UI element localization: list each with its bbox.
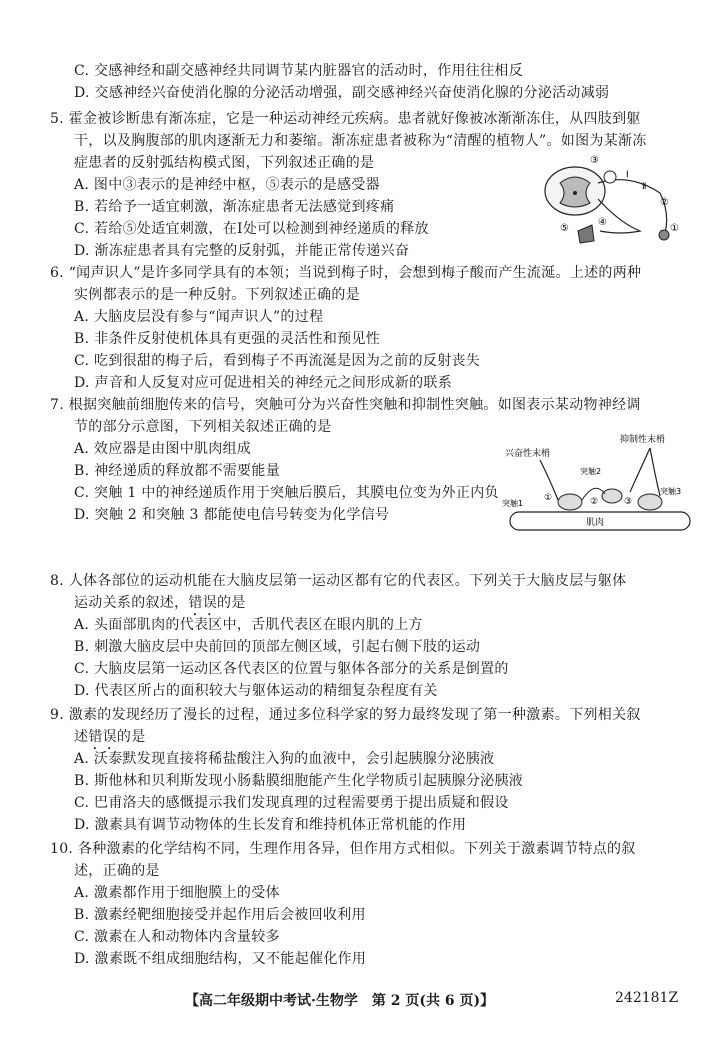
question-stem: 干，以及胸腹部的肌肉逐渐无力和萎缩。渐冻症患者被称为“清醒的植物人”。如图为某渐冻: [74, 133, 647, 149]
page-footer: [185, 990, 725, 1010]
question-stem: 6. “闻声识人”是许多同学具有的本领；当说到梅子时，会想到梅子酸而产生流涎。上述的两种: [50, 265, 642, 281]
option-b: B. 若给予一适宜刺激，渐冻症患者无法感觉到疼痛: [74, 199, 395, 215]
option-c: C. 突触 1 中的神经递质作用于突触后膜后，其膜电位变为外正内负: [74, 485, 499, 501]
emphasis-text: 错误: [188, 595, 218, 611]
option-a: A. 激素都作用于细胞膜上的受体: [74, 885, 280, 901]
question-stem: 实例都表示的是一种反射。下列叙述正确的是: [74, 287, 360, 303]
label-circle-3: ③: [624, 497, 633, 507]
option-c: C. 交感神经和副交感神经共同调节某内脏器官的活动时，作用往往相反: [74, 63, 524, 79]
question-stem: 5. 霍金被诊断患有渐冻症，它是一种运动神经元疾病。患者就好像被冰渐渐冻住，从四肢到躯: [50, 111, 641, 127]
footer-title: 【高二年级期中考试·生物学 第 2 页(共 6 页)】: [185, 993, 495, 1009]
option-d: D. 渐冻症患者具有完整的反射弧，并能正常传递兴奋: [74, 243, 410, 259]
question-8: [50, 570, 682, 702]
option-b: B. 神经递质的释放都不需要能量: [74, 463, 280, 479]
option-d: D. 代表区所占的面积较大与躯体运动的精细复杂程度有关: [74, 683, 438, 699]
question-10: [50, 838, 682, 970]
stem-text: 的是: [217, 595, 246, 611]
label-muscle: 肌肉: [586, 518, 605, 528]
option-b: B. 刺激大脑皮层中央前回的顶部左侧区域，引起右侧下肢的运动: [74, 639, 481, 655]
question-stem: [62, 592, 682, 614]
question-9: [50, 704, 682, 836]
label-circle-2: ②: [590, 497, 599, 507]
question-stem: 10. 各种激素的化学结构不同，生理作用各异，但作用方式相似。下列关于激素调节特点的叙: [50, 841, 636, 857]
question-stem: 节的部分示意图，下列相关叙述正确的是: [74, 419, 332, 435]
label-circle-1: ①: [544, 493, 553, 503]
stem-text: 的是: [116, 729, 146, 745]
option-a: A. 大脑皮层没有参与“闻声识人”的过程: [74, 309, 324, 325]
option-d: D. 激素既不组成细胞结构，又不能起催化作用: [74, 951, 367, 967]
question-stem: 述，正确的是: [74, 863, 160, 879]
label-4: ④: [598, 217, 607, 228]
option-a: A. 头面部肌肉的代表区中，舌肌代表区在眼内肌的上方: [74, 617, 423, 633]
option-a: A. 沃泰默发现直接将稀盐酸注入狗的血液中，会引起胰腺分泌胰液: [74, 751, 495, 767]
option-b: B. 斯他林和贝利斯发现小肠黏膜细胞能产生化学物质引起胰腺分泌胰液: [74, 773, 524, 789]
label-I: Ⅰ: [626, 170, 629, 180]
option-c: C. 巴甫洛夫的感慨提示我们发现真理的过程需要勇于提出质疑和假设: [74, 795, 509, 811]
label-3: ③: [590, 155, 599, 166]
stem-text: 述: [74, 729, 89, 745]
option-c: C. 激素在人和动物体内含量较多: [74, 929, 280, 945]
label-synapse-2: 突触2: [580, 467, 602, 476]
option-a: A. 效应器是由图中肌肉组成: [74, 441, 252, 457]
label-inhibitory-terminal: 抑制性末梢: [620, 435, 666, 445]
option-d: D. 交感神经兴奋使消化腺的分泌活动增强，副交感神经兴奋使消化腺的分泌活动减弱: [74, 85, 610, 101]
question-stem: 7. 根据突触前细胞传来的信号，突触可分为兴奋性突触和抑制性突触。如图表示某动物神经调: [50, 397, 641, 413]
option-c: C. 吃到很甜的梅子后，看到梅子不再流涎是因为之前的反射丧失: [74, 353, 481, 369]
label-2: ②: [660, 197, 669, 208]
stem-text: 运动关系的叙述，: [74, 595, 189, 611]
label-II: Ⅱ: [642, 182, 647, 192]
option-a: A. 图中③表示的是神经中枢，⑤表示的是感受器: [74, 177, 380, 193]
label-synapse-1: 突触1: [502, 499, 524, 508]
option-b: B. 激素经靶细胞接受并起作用后会被回收利用: [74, 907, 366, 923]
question-stem: [62, 726, 682, 748]
paper-code: 242181Z: [615, 990, 679, 1006]
question-6: [50, 262, 682, 394]
option-c: C. 大脑皮层第一运动区各代表区的位置与躯体各部分的关系是倒置的: [74, 661, 509, 677]
label-synapse-3: 突触3: [660, 487, 682, 496]
question-4-tail: [62, 60, 682, 104]
option-d: D. 激素具有调节动物体的生长发育和维持机体正常机能的作用: [74, 817, 467, 833]
option-d: D. 声音和人反复对应可促进相关的神经元之间形成新的联系: [74, 375, 453, 391]
option-d: D. 突触 2 和突触 3 都能使电信号转变为化学信号: [74, 507, 390, 523]
question-stem: 9. 激素的发现经历了漫长的过程，通过多位科学家的努力最终发现了第一种激素。下列相关叙: [50, 707, 641, 723]
reflex-arc-diagram: [540, 153, 695, 253]
label-1: ①: [670, 223, 679, 234]
option-c: C. 若给⑤处适宜刺激，在Ⅰ处可以检测到神经递质的释放: [74, 221, 429, 237]
question-stem: 症患者的反射弧结构模式图，下列叙述正确的是: [74, 155, 375, 171]
label-excitatory-terminal: 兴奋性末梢: [505, 449, 551, 459]
synapse-diagram: [500, 430, 695, 540]
question-stem: 8. 人体各部位的运动机能在大脑皮层第一运动区都有它的代表区。下列关于大脑皮层与躯体: [50, 573, 627, 589]
option-b: B. 非条件反射使机体具有更强的灵活性和预见性: [74, 331, 381, 347]
emphasis-text: 错误: [88, 729, 117, 745]
label-5: ⑤: [560, 223, 569, 234]
